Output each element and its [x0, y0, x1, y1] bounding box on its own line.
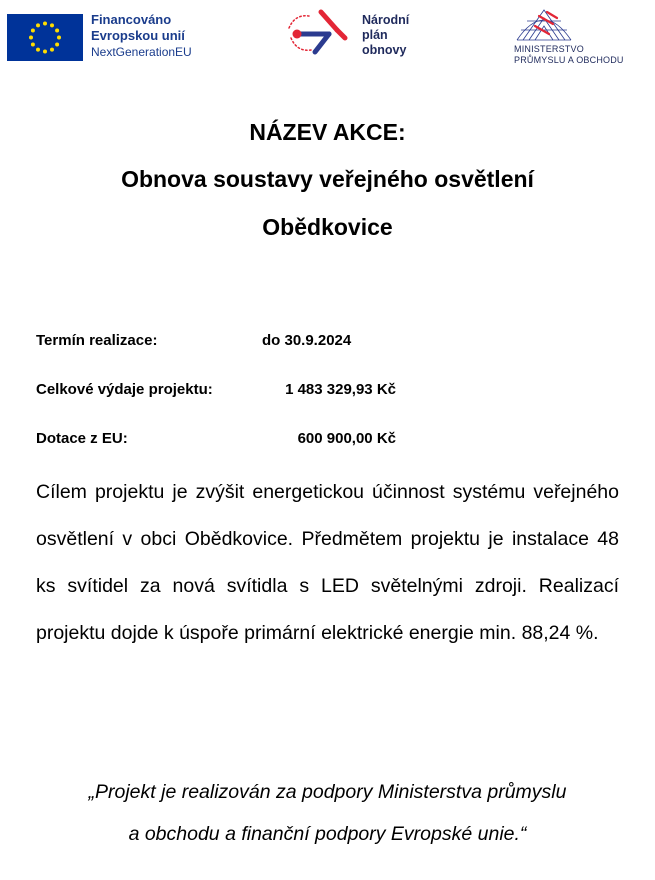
total-cost-label: Celkové výdaje projektu: [36, 381, 213, 398]
funding-statement-line-2: a obchodu a finanční podpory Evropské unie.“ [128, 823, 527, 845]
mpo-line-1: MINISTERSTVO [514, 44, 584, 54]
npo-line-3: obnovy [362, 43, 407, 57]
npo-logo-text [362, 13, 409, 58]
eu-line-3: NextGenerationEU [91, 45, 192, 59]
eu-funding-text [91, 12, 192, 60]
funding-statement-line-1: „Projekt je realizován za podpory Ministerstva průmyslu [88, 781, 567, 803]
npo-line-2: plán [362, 28, 388, 42]
eu-grant-value: 600 900,00 Kč [297, 430, 396, 447]
mpo-logo-icon [513, 6, 575, 42]
funding-statement [0, 771, 655, 855]
mpo-logo-text [514, 44, 624, 66]
eu-line-1: Financováno [91, 12, 172, 27]
title-heading: NÁZEV AKCE: [249, 119, 406, 145]
municipality-name: Obědkovice [262, 214, 393, 240]
npo-line-1: Národní [362, 13, 410, 27]
eu-grant-label: Dotace z EU: [36, 430, 128, 447]
project-name: Obnova soustavy veřejného osvětlení [121, 166, 534, 192]
deadline-label: Termín realizace: [36, 332, 158, 349]
logo-bar [0, 0, 655, 90]
eu-flag-icon [7, 14, 83, 61]
eu-stars-icon [7, 14, 83, 61]
eu-line-2: Evropskou unií [91, 28, 185, 43]
npo-logo-icon [285, 8, 355, 58]
project-description: Cílem projektu je zvýšit energetickou účinnost systému veřejného osvětlení v obci Obědkovice. Předmětem projektu je instalace 48 ks svítidel za nová svítidla s LED světelnými zdroji. Realizací projektu dojde k úspoře primární elektrické energie min. 88,24 %. [36, 481, 619, 644]
mpo-line-2: PRŮMYSLU A OBCHODU [514, 55, 624, 65]
total-cost-value: 1 483 329,93 Kč [285, 381, 396, 398]
deadline-value: do 30.9.2024 [262, 332, 352, 349]
